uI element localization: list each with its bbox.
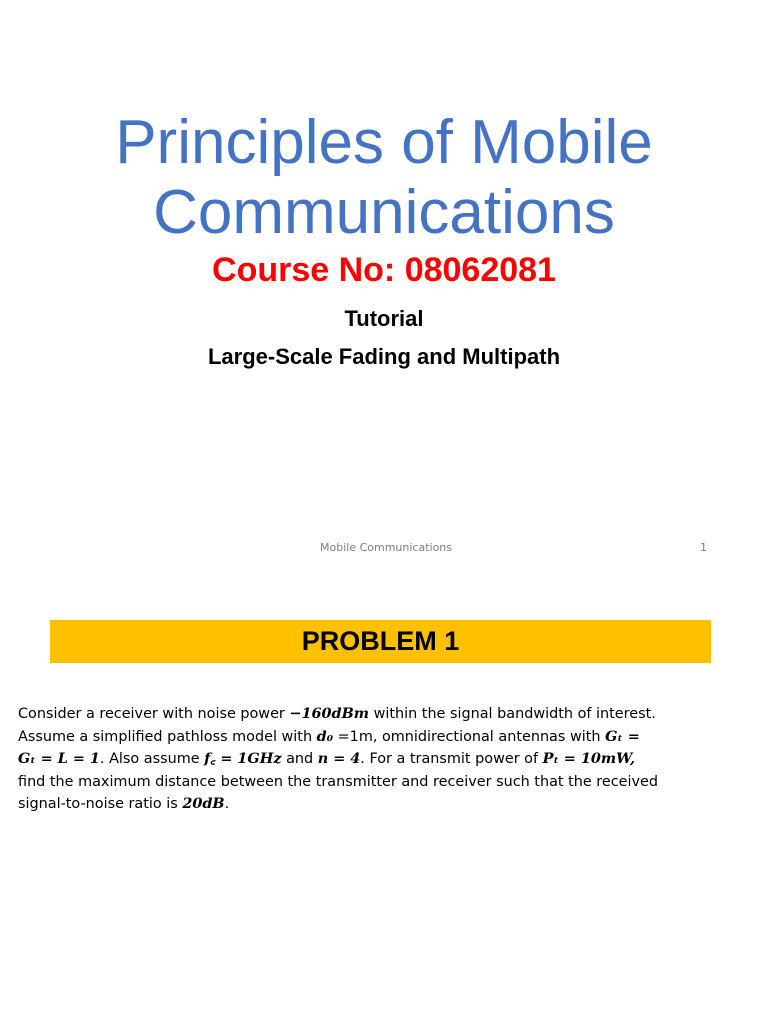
problem-line-2 [18,726,742,749]
math-gains: Gₜ = L = 1 [18,750,100,768]
math-transmit-gain: Gₜ = [605,727,640,745]
problem-text-segment: and [281,751,318,768]
math-reference-distance: d₀ [316,727,334,745]
tutorial-label: Tutorial [344,306,424,331]
problem-line-1 [18,703,742,726]
problem-statement [18,703,742,816]
math-transmit-power: Pₜ = 10mW, [542,750,636,768]
problem-text-segment: Assume a simplified pathloss model with [18,728,317,745]
problem-banner [50,620,711,663]
problem-text-segment: . Also assume [99,751,205,768]
presentation-title [0,108,768,248]
problem-line-3 [18,748,742,771]
problem-line-4: find the maximum distance between the transmitter and receiver such that the received [18,773,659,790]
math-snr: 20dB [182,795,225,813]
tutorial-subtitle: Large-Scale Fading and Multipath [207,344,561,369]
slide-footer-text: Mobile Communications [320,541,453,554]
problem-line-5 [18,793,742,816]
slide-divider [0,576,768,577]
problem-text-segment: signal-to-noise ratio is [18,796,183,813]
title-line-2: Communications [153,178,615,247]
course-number: Course No: 08062081 [212,251,556,289]
slide-page-number: 1 [700,541,707,554]
math-noise-power: −160dBm [289,705,369,722]
problem-text-segment: within the signal bandwidth of interest. [369,706,656,722]
math-pathloss-exponent: n = 4 [317,750,361,768]
problem-heading: PROBLEM 1 [301,626,460,656]
math-carrier-frequency: f꜀ = 1GHz [204,750,282,768]
problem-text-segment: =1m, omnidirectional antennas with [333,728,606,745]
problem-text-segment: . For a transmit power of [360,751,543,768]
problem-text-segment: Consider a receiver with noise power [18,706,290,722]
problem-text-segment: . [224,796,230,813]
title-line-1: Principles of Mobile [115,108,653,177]
